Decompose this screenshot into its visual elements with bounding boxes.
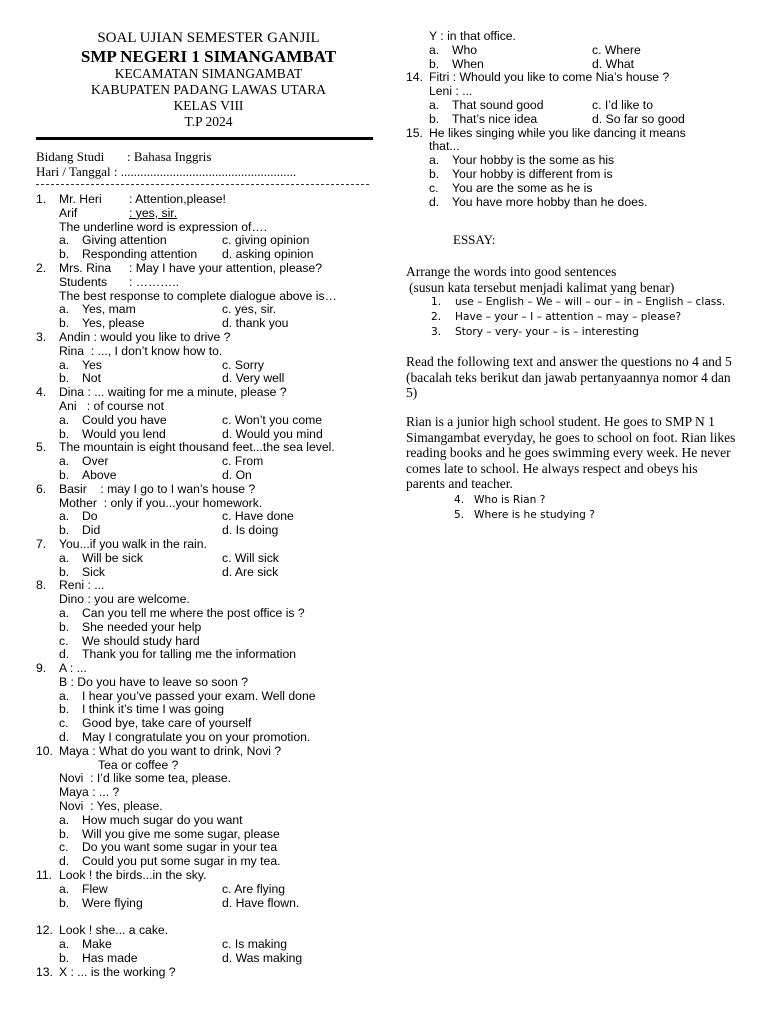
dashed-divider [36,184,369,185]
question-list-left [36,193,381,980]
essay-instruction: Arrange the words into good sentences [406,264,617,280]
question-12: 12. Look ! she... a cake. a. Make c. Is making b. Has made d. Was making [36,923,303,966]
question-6: 6. Basir : may I go to I wan’s house ? Mother : only if you...your homework. a. Do c. Have done b. Did d. Is doing [36,481,294,538]
essay-title: ESSAY: [453,232,496,248]
question-15: 15. He likes singing while you like dancing it means that... a. Your hobby is the some as his b. Your hobby is different from is c. You are the some as he is d. You have more hobby than he does. [406,125,686,209]
grade: KELAS VIII [173,98,244,113]
list-item: 1. use – English – We – will – our – in – English – class. [431,296,726,309]
reading-instruction-id: (bacalah teks berikut dan jawab pertanyaannya nomor 4 dan 5) [406,369,731,400]
subject-value: : Bahasa Inggris [127,149,212,164]
reading-passage: Rian is a junior high school student. He goes to SMP N 1 Simangambat everyday, he goes to school on foot. Rian likes reading books and he goes swimming every week. He never comes late to school. He always respect and obeys his parents and teacher. [406,414,736,492]
exam-title: SOAL UJIAN SEMESTER GANJIL [97,30,320,46]
question-2: 2. Mrs. Rina : May I have your attention, please? Students : ……….. The best response to complete dialogue above is… a. Yes, mam c. yes, sir. b. Yes, please d. thank you [36,260,337,331]
arrange-list [406,295,736,340]
essay-instruction-id: (susun kata tersebut menjadi kalimat yang benar) [409,279,675,295]
subject-label: Bidang Studi [36,149,105,164]
question-13: 13. X : ... is the working ? [36,964,176,979]
question-7: 7. You...if you walk in the rain. a. Will be sick c. Will sick b. Sick d. Are sick [36,536,279,579]
right-column [406,30,736,523]
question-11: 11. Look ! the birds...in the sky. a. Flew c. Are flying b. Were flying d. Have flown. [36,868,300,910]
question-13-continued: Y : in that office. a. Who c. Where b. When d. What [429,29,641,71]
reading-instruction: Read the following text and answer the questions no 4 and 5 [406,354,732,370]
list-item: 3. Story – very- your – is – interesting [431,326,639,339]
question-list-right [406,30,736,209]
school-name: SMP NEGERI 1 SIMANGAMBAT [80,47,337,66]
left-column [36,30,381,980]
question-8: 8. Reni : ... Dino : you are welcome. a. Can you tell me where the post office is ? b. She needed your help c. We should study hard d. Thank you for talling me the information [36,578,305,662]
school-year: T.P 2024 [184,114,233,129]
reading-questions [406,493,736,523]
question-5: 5. The mountain is eight thousand feet...the sea level. a. Over c. From b. Above d. On [36,440,335,482]
district: KECAMATAN SIMANGAMBAT [114,66,303,81]
question-4: 4. Dina : ... waiting for me a minute, please ? Ani : of course not a. Could you have c. Won’t you come b. Would you lend d. Would you mind [36,385,323,441]
date-label: Hari / Tanggal : [36,164,118,179]
question-1: 1. Mr. Heri : Attention,please! Arif : yes, sir. The underline word is expression of…. a. Giving attention c. giving opinion b. Responding attention d. asking opinion [36,192,314,262]
question-9: 9. A : ... B : Do you have to leave so soon ? a. I hear you’ve passed your exam. Well done b. I think it’s time I was going c. Good bye, take care of yourself d. May I congratulate you on your promotion. [36,661,316,745]
exam-header [36,30,381,130]
list-item: 2. Have – your – I – attention – may – please? [431,311,682,324]
question-3: 3. Andin : would you like to drive ? Rina : ..., I don’t know how to. a. Yes c. Sorry b. Not d. Very well [36,329,285,386]
date-value: ...................................................... [120,164,297,179]
header-divider [36,137,373,140]
question-14: 14. Fitri : Whould you like to come Nia’s house ? Leni : ... a. That sound good c. I’d like to b. That’s nice idea d. So far so good [406,70,685,126]
list-item: 4. Who is Rian ? [454,494,546,507]
list-item: 5. Where is he studying ? [454,509,595,522]
exam-meta [36,149,381,179]
regency: KABUPATEN PADANG LAWAS UTARA [91,82,326,97]
question-10: 10. Maya : What do you want to drink, Novi ? Tea or coffee ? Novi : I’d like some tea, please. Maya : ... ? Novi : Yes, please. a. How much sugar do you want b. Will you give me some sugar, please c. Do you want some sugar in your tea d. Could you put some sugar in my tea. [36,743,282,869]
